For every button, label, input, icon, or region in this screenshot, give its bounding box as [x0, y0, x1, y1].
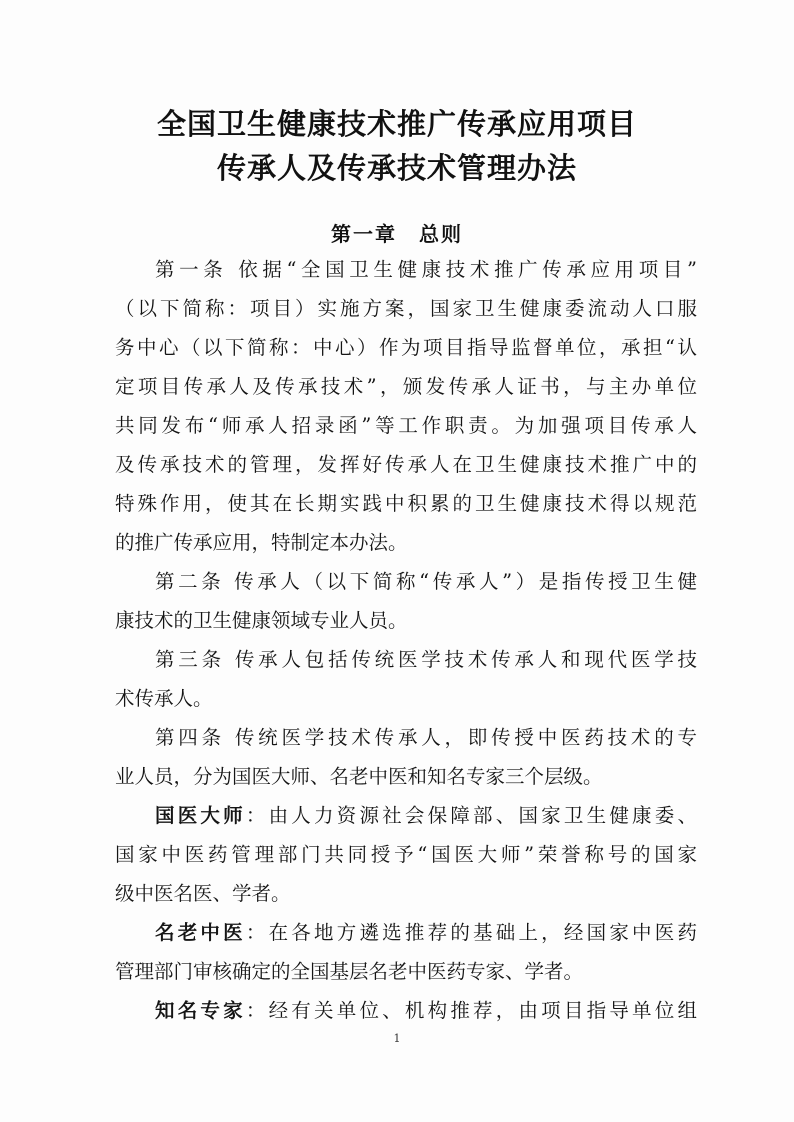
definition-term: 国医大师	[155, 805, 246, 827]
definition-minglao-line: 管理部门审核确定的全国基层名老中医药专家、学者。	[115, 961, 584, 983]
article-1-line: 第一条 依据“全国卫生健康技术推广传承应用项目”	[155, 259, 697, 281]
definition-zhiming-line	[155, 1000, 697, 1022]
definition-text: ：经有关单位、机构推荐，由项目指导单位组	[245, 1000, 697, 1022]
definition-guoyi-line: 级中医名医、学者。	[115, 883, 291, 905]
document-title-line-1: 全国卫生健康技术推广传承应用项目	[156, 107, 637, 141]
article-1-line: （以下简称：项目）实施方案，国家卫生健康委流动人口服	[115, 298, 697, 320]
definition-term: 名老中医	[155, 922, 246, 944]
definition-text: ：由人力资源社会保障部、国家卫生健康委、	[245, 805, 697, 827]
article-1-line: 务中心（以下简称：中心）作为项目指导监督单位，承担“认	[115, 337, 697, 359]
article-3-line: 术传承人。	[115, 688, 213, 710]
article-1-line: 特殊作用，使其在长期实践中积累的卫生健康技术得以规范	[115, 493, 697, 515]
article-4-line: 业人员，分为国医大师、名老中医和知名专家三个层级。	[115, 766, 603, 788]
article-1-line: 及传承技术的管理，发挥好传承人在卫生健康技术推广中的	[115, 454, 697, 476]
article-4-line: 第四条 传统医学技术传承人，即传授中医药技术的专	[155, 727, 697, 749]
chapter-heading: 第一章 总则	[331, 222, 463, 246]
definition-guoyi-line: 国家中医药管理部门共同授予“国医大师”荣誉称号的国家	[115, 844, 697, 866]
article-1-line: 共同发布“师承人招录函”等工作职责。为加强项目传承人	[115, 415, 697, 437]
article-1-line: 的推广传承应用，特制定本办法。	[115, 532, 408, 554]
definition-term: 知名专家	[155, 1000, 246, 1022]
definition-minglao-line	[155, 922, 697, 944]
page-number: 1	[393, 1032, 401, 1045]
article-2-line: 康技术的卫生健康领域专业人员。	[115, 610, 408, 632]
document-title-line-2: 传承人及传承技术管理办法	[216, 151, 577, 185]
article-2-line: 第二条 传承人（以下简称“传承人”）是指传授卫生健	[155, 571, 697, 593]
definition-guoyi-line	[155, 805, 697, 827]
definition-text: ：在各地方遴选推荐的基础上，经国家中医药	[245, 922, 697, 944]
article-3-line: 第三条 传承人包括传统医学技术传承人和现代医学技	[155, 649, 697, 671]
article-1-line: 定项目传承人及传承技术”，颁发传承人证书，与主办单位	[115, 376, 697, 398]
